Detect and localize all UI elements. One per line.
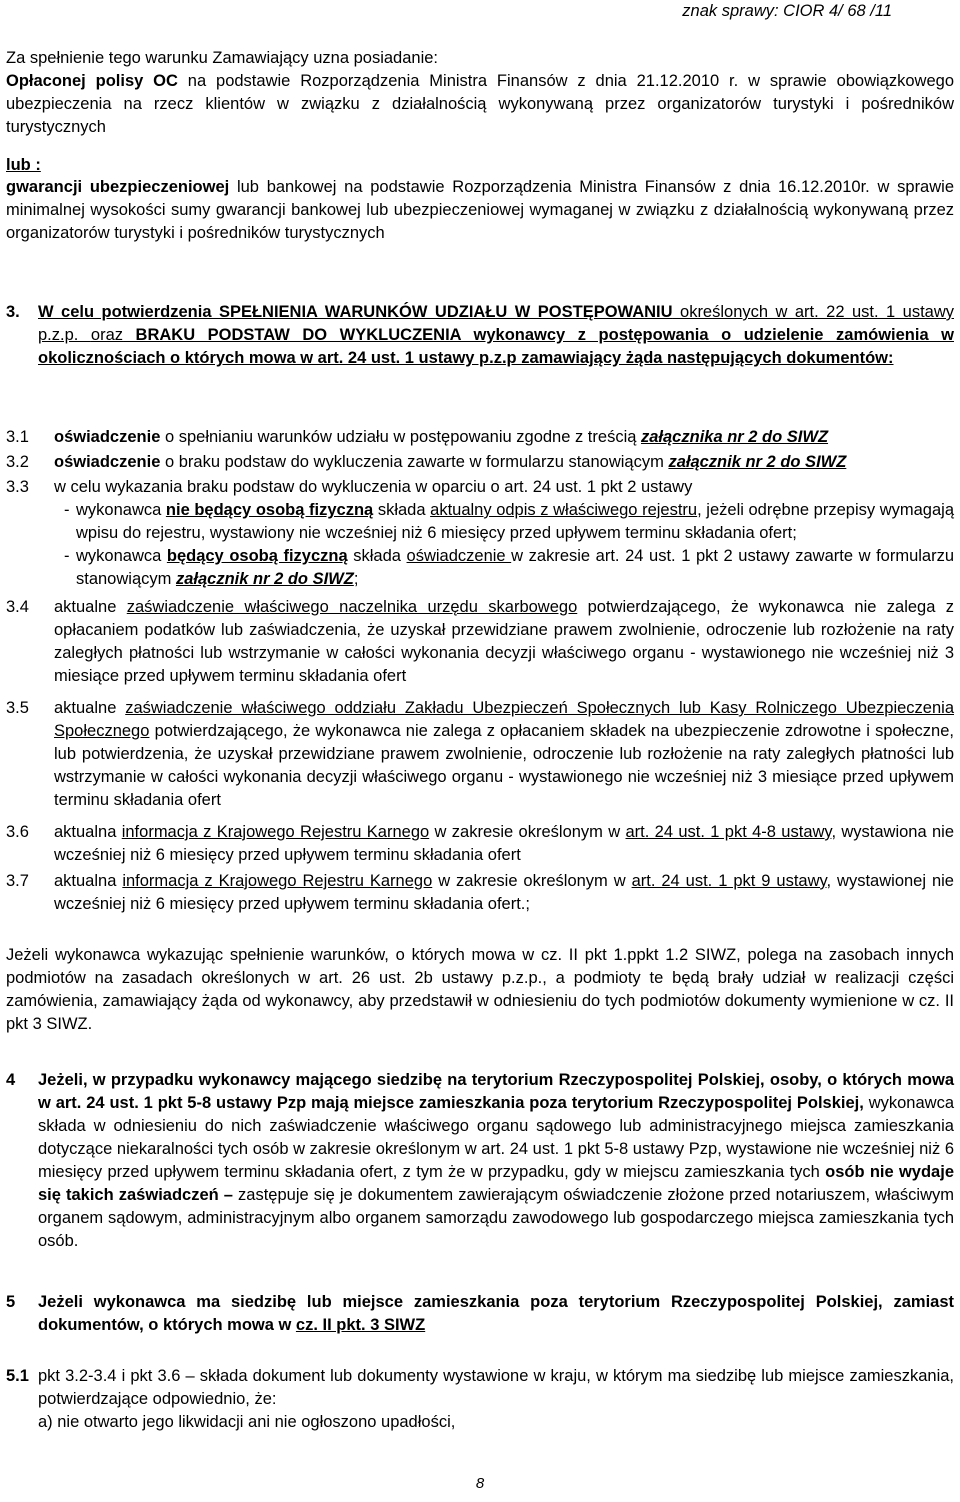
section-3-heading-c: oraz [90,326,124,344]
item-3-6-e: , wystawiona nie wcześniej niż 6 miesięcy przed upływem terminu składania ofert [54,823,954,864]
dash-2-g: ; [353,570,359,588]
item-3-6-c: w zakresie określonym w [429,823,626,841]
section-3 [6,301,954,370]
item-3-3-text: w celu wykazania braku podstaw do wykluczenia w oparciu o art. 24 ust. 1 pkt 2 ustawy [54,478,693,496]
polisa-label: Opłaconej polisy OC [6,72,178,90]
item-3-2 [6,451,954,474]
item-3-1-bold: oświadczenie [54,428,161,446]
item-3-3-number: 3.3 [6,478,29,496]
section-5-1-text: pkt 3.2-3.4 i pkt 3.6 – składa dokument lub dokumenty wystawione w kraju, w którym ma siedzibę lub miejsce zamieszkania, potwierdzające odpowiednio, że: [38,1367,954,1408]
section-4 [6,1069,954,1253]
section-3-heading-b: określonych w art. 22 ust. 1 ustawy p.z.p. [38,303,954,344]
item-3-5-b: zaświadczenie właściwego oddziału Zakładu Ubezpieczeń Społecznych lub Kasy Rolniczego Ubezpieczenia Społecznego [54,699,955,740]
section-4-bold-1: Jeżeli, w przypadku wykonawcy mającego siedzibę na terytorium Rzeczypospolitej Polskiej, osoby, o których mowa w art. 24 ust. 1 pkt 5-8 ustawy Pzp mają miejsce zamieszkania poza terytorium Rzeczypospolitej Polskiej, [38,1071,954,1112]
dash-1-d: aktualny odpis z właściwego rejestru [430,501,698,519]
item-3-5-c: potwierdzającego, że wykonawca nie zalega z opłacaniem składek na ubezpieczenie zdrowotne i społeczne, lub potwierdzenia, że uzyskał przewidziane prawem zwolnienie, odroczenie lub rozłożenie na raty zaległych płatności lub wstrzymanie w całości wykonania decyzji właściwego organu - wystawionego nie wcześniej niż 3 miesiące przed upływem terminu składania ofert [54,722,954,809]
item-3-1-text: o spełnianiu warunków udziału w postępowaniu zgodne z treścią [160,428,641,446]
item-3-7-number: 3.7 [6,872,29,890]
lub-label: lub : [6,156,41,174]
section-5-reference: cz. II pkt. 3 SIWZ [295,1316,426,1334]
dash-2-a: wykonawca [76,547,167,565]
intro-line-1: Za spełnienie tego warunku Zamawiający uzna posiadanie: [6,49,439,67]
dash-1-a: wykonawca [76,501,166,519]
item-3-1 [6,426,954,449]
item-3-2-attachment: załącznik nr 2 do SIWZ [668,453,847,471]
item-3-2-number: 3.2 [6,453,29,471]
section-5-number: 5 [6,1293,16,1311]
dash-marker: - [64,501,70,519]
item-3-6-b: informacja z Krajowego Rejestru Karnego [121,823,430,841]
item-3-7 [6,870,954,916]
paragraph-podmioty: Jeżeli wykonawca wykazując spełnienie warunków, o których mowa w cz. II pkt 1.ppkt 1.2 SIWZ, polega na zasobach innych podmiotów na zasadach określonych w art. 26 ust. 2b ustawy p.z.p., a podmioty te będą brały udział w realizacji części zamówienia, zamawiający żąda od wykonawcy, aby przedstawił w odniesieniu do tych podmiotów dokumenty wymienione w cz. II pkt 3 SIWZ. [6,946,954,1033]
dash-2-c: składa [347,547,407,565]
gwarancja-label: gwarancji ubezpieczeniowej [6,178,230,196]
section-3-heading-a: W celu potwierdzenia SPEŁNIENIA WARUNKÓW UDZIAŁU W POSTĘPOWANIU [38,303,673,321]
item-3-1-attachment: załącznika nr 2 do SIWZ [641,428,829,446]
section-3-heading-d: BRAKU PODSTAW DO WYKLUCZENIA wykonawcy z postępowania o udzielenie zamówienia w okolicznościach o których mowa w art. 24 ust. 1 ustawy p.z.p zamawiający żąda następujących dokumentów: [38,326,954,367]
item-3-6-d: art. 24 ust. 1 pkt 4-8 ustawy [625,823,832,841]
item-3-4-a: aktualne [54,598,127,616]
item-3-6-a: aktualna [54,823,122,841]
gwarancja-text: lub bankowej na podstawie Rozporządzenia Ministra Finansów z dnia 16.12.2010r. w sprawie minimalnej wysokości sumy gwarancji bankowej lub ubezpieczeniowej wymaganej w związku z działalnością wykonywaną przez organizatorów turystyki i pośredników turystycznych [6,178,954,242]
item-3-5-number: 3.5 [6,699,29,717]
dash-2-d: oświadczenie [406,547,512,565]
section-4-text-1: wykonawca składa w odniesieniu do nich zaświadczenie właściwego organu sądowego lub administracyjnego miejsca zamieszkania dotyczące niekaralności tych osób w zakresie określonym w art. 24 ust. 1 pkt 5-8 ustawy Pzp, wystawione nie wcześniej niż 6 miesięcy przed upływem terminu składania ofert, z tym że w przypadku, gdy w miejscu zamieszkania tych [38,1094,954,1181]
item-3-7-e: , wystawionej nie wcześniej niż 6 miesięcy przed upływem terminu składania ofert.; [54,872,954,913]
item-3-5-a: aktualne [54,699,126,717]
item-3-7-b: informacja z Krajowego Rejestru Karnego [122,872,433,890]
dash-2-f: załącznik nr 2 do SIWZ [175,570,354,588]
item-3-6-number: 3.6 [6,823,29,841]
item-3-7-d: art. 24 ust. 1 pkt 9 ustawy [631,872,827,890]
item-3-3 [6,476,954,591]
section-4-text-2: zastępuje się je dokumentem zawierającym oświadczenie złożone przed notariuszem, właściwym organem sądowym, administracyjnym albo organem samorządu zawodowego lub gospodarczego miejsca zamieszkania tych osób. [38,1186,955,1250]
item-3-6 [6,821,954,867]
dash-marker: - [64,547,70,565]
section-5-1-number: 5.1 [6,1367,29,1385]
dash-1-c: składa [373,501,431,519]
section-4-number: 4 [6,1071,16,1089]
dash-1-e: , jeżeli odrębne przepisy wymagają wpisu do rejestru, wystawiony nie wcześniej niż 6 miesięcy przed upływem terminu składania ofert; [76,501,954,542]
case-reference: znak sprawy: CIOR 4/ 68 /11 [682,2,892,20]
item-3-3-dash-2 [54,545,954,591]
section-5 [6,1291,954,1337]
item-3-2-bold: oświadczenie [54,453,161,471]
dash-2-b: będący osobą fizyczną [166,547,348,565]
item-3-7-a: aktualna [54,872,123,890]
item-3-4-c: potwierdzającego, że wykonawca nie zalega z opłacaniem podatków lub zaświadczenia, że uzyskał przewidziane prawem zwolnienie, odroczenie lub rozłożenie na raty zaległych płatności lub wstrzymanie w całości wykonania decyzji właściwego organu - wystawionego nie wcześniej niż 3 miesiące przed upływem terminu składania ofert [54,598,955,685]
item-3-7-c: w zakresie określonym w [432,872,632,890]
section-3-number: 3. [6,303,20,321]
dash-1-b: nie będący osobą fizyczną [165,501,374,519]
item-3-3-dash-1 [54,499,954,545]
item-3-2-text: o braku podstaw do wykluczenia zawarte w formularzu stanowiącym [160,453,669,471]
intro-polisa [6,70,954,139]
section-5-bold: Jeżeli wykonawca ma siedzibę lub miejsce zamieszkania poza terytorium Rzeczypospolitej Polskiej, zamiast dokumentów, o których mowa w [38,1293,954,1334]
section-5-1 [6,1365,954,1434]
item-3-5 [6,697,954,812]
item-3-4-b: zaświadczenie właściwego naczelnika urzędu skarbowego [126,598,578,616]
item-3-4 [6,596,954,688]
section-4-bold-2: osób nie wydaje się takich zaświadczeń – [38,1163,954,1204]
item-3-4-number: 3.4 [6,598,29,616]
intro-gwarancja [6,176,954,245]
section-5-1-item-a: a) nie otwarto jego likwidacji ani nie ogłoszono upadłości, [38,1413,456,1431]
dash-2-e: w zakresie art. 24 ust. 1 pkt 2 ustawy zawarte w formularzu stanowiącym [76,547,955,588]
page-number: 8 [475,1475,485,1492]
polisa-text: na podstawie Rozporządzenia Ministra Finansów z dnia 21.12.2010 r. w sprawie obowiązkowego ubezpieczenia na rzecz klientów w związku z działalnością wykonywaną przez organizatorów turystyki i pośredników turystycznych [6,72,954,136]
item-3-1-number: 3.1 [6,428,29,446]
